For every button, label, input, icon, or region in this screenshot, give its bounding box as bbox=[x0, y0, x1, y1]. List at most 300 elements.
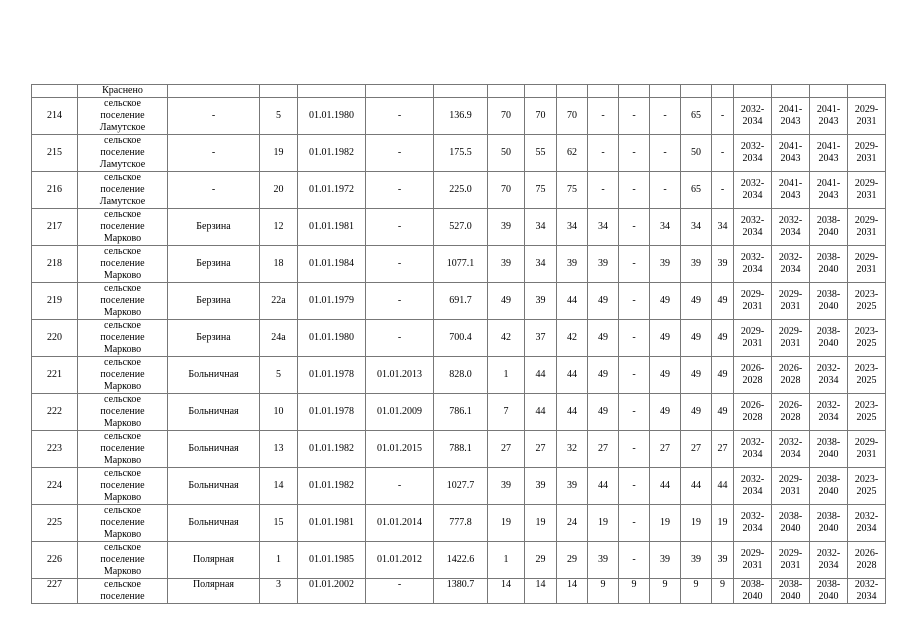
table-row-continued bbox=[32, 85, 886, 98]
cell-period-line: 2034 bbox=[742, 116, 763, 127]
cell-area: 527.0 bbox=[434, 209, 488, 246]
cell-settlement-line: сельское bbox=[104, 209, 141, 220]
cell-area: 1077.1 bbox=[434, 246, 488, 283]
cell-street: Больничная bbox=[168, 431, 260, 468]
cell-street: Полярная bbox=[168, 542, 260, 579]
cell-period-line: 2038- bbox=[816, 579, 841, 590]
cell-wear: - bbox=[588, 172, 619, 209]
cell-settlement-line: поселение bbox=[100, 332, 145, 343]
cell-settlement bbox=[78, 468, 168, 505]
cell-house: 24а bbox=[260, 320, 298, 357]
cell-wear: 49 bbox=[588, 283, 619, 320]
cell-wear: - bbox=[619, 542, 650, 579]
cell-wear: - bbox=[650, 98, 681, 135]
cell-wear: 27 bbox=[488, 431, 525, 468]
cell-period-line: 2032- bbox=[740, 252, 765, 263]
cell-period-line: 2029- bbox=[740, 548, 765, 559]
cell-date-built: 01.01.1982 bbox=[298, 468, 366, 505]
cell-period bbox=[734, 320, 772, 357]
cell-period bbox=[848, 320, 886, 357]
cell-wear: 29 bbox=[525, 542, 557, 579]
cell-date-built: 01.01.1982 bbox=[298, 135, 366, 172]
cell-period bbox=[734, 542, 772, 579]
cell-period-line: 2031 bbox=[780, 301, 801, 312]
cell-period-line: 2032- bbox=[816, 400, 841, 411]
cell-period-line: 2043 bbox=[780, 153, 801, 164]
cell-period-line: 2026- bbox=[854, 548, 879, 559]
cell-house bbox=[260, 85, 298, 98]
cell-period bbox=[810, 283, 848, 320]
cell-period-line: 2028 bbox=[856, 560, 877, 571]
cell-period-line: 2026- bbox=[740, 363, 765, 374]
cell-wear: - bbox=[712, 172, 734, 209]
cell-settlement-line: Ламутское bbox=[99, 159, 146, 170]
cell-period-line: 2029- bbox=[854, 437, 879, 448]
cell-settlement-line: поселение bbox=[100, 258, 145, 269]
cell-house: 14 bbox=[260, 468, 298, 505]
cell-wear: 19 bbox=[712, 505, 734, 542]
cell-area: 788.1 bbox=[434, 431, 488, 468]
cell-settlement-line: поселение bbox=[100, 554, 145, 565]
cell-wear: 39 bbox=[488, 209, 525, 246]
table-body bbox=[32, 85, 886, 604]
cell-wear: - bbox=[619, 431, 650, 468]
cell-number: 224 bbox=[32, 468, 78, 505]
cell-date-built bbox=[298, 85, 366, 98]
cell-period-line: 2043 bbox=[818, 153, 839, 164]
cell-wear: - bbox=[619, 209, 650, 246]
cell-street: - bbox=[168, 135, 260, 172]
cell-period-line: 2023- bbox=[854, 326, 879, 337]
cell-period-line: 2040 bbox=[818, 264, 839, 275]
cell-period-line: 2029- bbox=[778, 548, 803, 559]
cell-wear: - bbox=[619, 246, 650, 283]
cell-period bbox=[810, 394, 848, 431]
cell-wear: 49 bbox=[650, 394, 681, 431]
cell-wear bbox=[525, 85, 557, 98]
cell-wear: 24 bbox=[557, 505, 588, 542]
cell-date-repair: - bbox=[366, 172, 434, 209]
cell-wear: 29 bbox=[557, 542, 588, 579]
cell-wear: 39 bbox=[650, 542, 681, 579]
cell-house: 1 bbox=[260, 542, 298, 579]
cell-house: 3 bbox=[260, 579, 298, 604]
cell-period bbox=[848, 542, 886, 579]
cell-wear: 39 bbox=[588, 542, 619, 579]
cell-period bbox=[810, 135, 848, 172]
cell-date-built: 01.01.1978 bbox=[298, 357, 366, 394]
cell-period bbox=[810, 468, 848, 505]
cell-area: 691.7 bbox=[434, 283, 488, 320]
cell-settlement bbox=[78, 542, 168, 579]
cell-period-line: 2032- bbox=[740, 215, 765, 226]
cell-period-line: 2026- bbox=[778, 363, 803, 374]
cell-wear bbox=[619, 85, 650, 98]
cell-period-line: 2041- bbox=[778, 178, 803, 189]
cell-date-repair: 01.01.2012 bbox=[366, 542, 434, 579]
cell-period bbox=[848, 468, 886, 505]
cell-settlement bbox=[78, 135, 168, 172]
cell-street: Больничная bbox=[168, 394, 260, 431]
cell-period-line: 2034 bbox=[742, 264, 763, 275]
cell-wear: - bbox=[619, 468, 650, 505]
cell-date-built: 01.01.1978 bbox=[298, 394, 366, 431]
cell-period bbox=[734, 579, 772, 604]
cell-period-line: 2041- bbox=[816, 178, 841, 189]
cell-wear: 42 bbox=[557, 320, 588, 357]
cell-period-line: 2029- bbox=[854, 215, 879, 226]
cell-wear: 65 bbox=[681, 98, 712, 135]
cell-period-line: 2031 bbox=[742, 338, 763, 349]
cell-number: 216 bbox=[32, 172, 78, 209]
cell-period bbox=[772, 542, 810, 579]
cell-date-built: 01.01.1980 bbox=[298, 320, 366, 357]
table-row bbox=[32, 209, 886, 246]
cell-wear: 49 bbox=[712, 283, 734, 320]
cell-date-repair: 01.01.2013 bbox=[366, 357, 434, 394]
cell-house: 5 bbox=[260, 98, 298, 135]
cell-settlement bbox=[78, 209, 168, 246]
cell-settlement-line: Марково bbox=[103, 307, 142, 318]
cell-wear: 49 bbox=[712, 357, 734, 394]
cell-settlement-line: Марково bbox=[103, 529, 142, 540]
cell-period-line: 2029- bbox=[854, 252, 879, 263]
cell-period bbox=[848, 135, 886, 172]
cell-settlement bbox=[78, 579, 168, 604]
cell-period-line: 2038- bbox=[816, 437, 841, 448]
cell-period bbox=[734, 209, 772, 246]
cell-period-line: 2043 bbox=[780, 190, 801, 201]
cell-period-line: 2043 bbox=[818, 190, 839, 201]
cell-date-repair: - bbox=[366, 579, 434, 604]
cell-wear: 50 bbox=[681, 135, 712, 172]
cell-wear: 49 bbox=[650, 357, 681, 394]
cell-period-line: 2032- bbox=[778, 252, 803, 263]
cell-settlement-line: Марково bbox=[103, 344, 142, 355]
cell-number: 227 bbox=[32, 579, 78, 604]
table-row bbox=[32, 505, 886, 542]
cell-period-line: 2025 bbox=[856, 375, 877, 386]
cell-number: 225 bbox=[32, 505, 78, 542]
cell-period-line: 2028 bbox=[742, 375, 763, 386]
cell-wear: 34 bbox=[588, 209, 619, 246]
cell-period bbox=[772, 431, 810, 468]
cell-area: 1422.6 bbox=[434, 542, 488, 579]
cell-street: - bbox=[168, 172, 260, 209]
cell-period-line: 2043 bbox=[780, 116, 801, 127]
cell-settlement bbox=[78, 172, 168, 209]
cell-period bbox=[848, 85, 886, 98]
cell-settlement-line: сельское bbox=[104, 505, 141, 516]
cell-street: Берзина bbox=[168, 320, 260, 357]
cell-settlement-line: поселение bbox=[100, 517, 145, 528]
cell-wear: 39 bbox=[588, 246, 619, 283]
cell-period-line: 2034 bbox=[856, 523, 877, 534]
cell-period-line: 2034 bbox=[742, 227, 763, 238]
cell-period-line: 2028 bbox=[742, 412, 763, 423]
cell-period-line: 2034 bbox=[742, 449, 763, 460]
cell-period bbox=[772, 135, 810, 172]
cell-settlement-line: Ламутское bbox=[99, 122, 146, 133]
cell-wear: 39 bbox=[681, 246, 712, 283]
cell-period bbox=[848, 283, 886, 320]
cell-wear: 39 bbox=[557, 468, 588, 505]
table-row bbox=[32, 135, 886, 172]
cell-house: 18 bbox=[260, 246, 298, 283]
cell-period-line: 2040 bbox=[818, 591, 839, 602]
cell-wear: 19 bbox=[588, 505, 619, 542]
cell-street: Берзина bbox=[168, 209, 260, 246]
cell-wear: - bbox=[588, 135, 619, 172]
cell-period-line: 2029- bbox=[778, 326, 803, 337]
cell-number: 222 bbox=[32, 394, 78, 431]
cell-wear: 49 bbox=[712, 394, 734, 431]
cell-settlement-line: поселение bbox=[100, 443, 145, 454]
cell-period bbox=[734, 85, 772, 98]
cell-wear: 14 bbox=[525, 579, 557, 604]
cell-wear: 50 bbox=[488, 135, 525, 172]
cell-wear: - bbox=[650, 135, 681, 172]
cell-number: 220 bbox=[32, 320, 78, 357]
cell-period-line: 2029- bbox=[740, 326, 765, 337]
cell-wear: 49 bbox=[588, 394, 619, 431]
cell-period-line: 2041- bbox=[816, 141, 841, 152]
cell-period-line: 2034 bbox=[780, 449, 801, 460]
cell-wear: 27 bbox=[650, 431, 681, 468]
cell-period bbox=[772, 246, 810, 283]
cell-settlement-line: Марково bbox=[103, 566, 142, 577]
cell-street: - bbox=[168, 98, 260, 135]
cell-wear bbox=[681, 85, 712, 98]
cell-wear: 27 bbox=[712, 431, 734, 468]
table-row bbox=[32, 98, 886, 135]
cell-period-line: 2034 bbox=[818, 375, 839, 386]
cell-period bbox=[772, 394, 810, 431]
cell-period bbox=[734, 357, 772, 394]
cell-wear: 65 bbox=[681, 172, 712, 209]
cell-wear: 49 bbox=[712, 320, 734, 357]
table-row bbox=[32, 431, 886, 468]
cell-period-line: 2034 bbox=[818, 412, 839, 423]
cell-period bbox=[772, 357, 810, 394]
cell-period bbox=[848, 505, 886, 542]
cell-wear: 44 bbox=[681, 468, 712, 505]
cell-wear: 49 bbox=[650, 320, 681, 357]
cell-wear: 44 bbox=[588, 468, 619, 505]
cell-period bbox=[848, 394, 886, 431]
cell-settlement bbox=[78, 320, 168, 357]
cell-number: 219 bbox=[32, 283, 78, 320]
cell-period-line: 2023- bbox=[854, 363, 879, 374]
cell-date-repair: 01.01.2014 bbox=[366, 505, 434, 542]
cell-settlement-line: сельское bbox=[104, 320, 141, 331]
table-row bbox=[32, 468, 886, 505]
cell-date-repair: - bbox=[366, 246, 434, 283]
cell-period-line: 2032- bbox=[778, 437, 803, 448]
cell-period-line: 2031 bbox=[742, 301, 763, 312]
cell-period-line: 2031 bbox=[856, 264, 877, 275]
cell-period-line: 2025 bbox=[856, 338, 877, 349]
cell-wear: 70 bbox=[557, 98, 588, 135]
cell-date-built: 01.01.1980 bbox=[298, 98, 366, 135]
cell-settlement: Краснено bbox=[78, 85, 168, 98]
cell-period-line: 2031 bbox=[742, 560, 763, 571]
cell-date-built: 01.01.1981 bbox=[298, 505, 366, 542]
cell-period-line: 2040 bbox=[818, 227, 839, 238]
cell-period bbox=[734, 505, 772, 542]
cell-number: 217 bbox=[32, 209, 78, 246]
cell-period-line: 2041- bbox=[778, 104, 803, 115]
cell-wear: 9 bbox=[712, 579, 734, 604]
cell-date-repair: - bbox=[366, 98, 434, 135]
cell-number: 215 bbox=[32, 135, 78, 172]
cell-period bbox=[810, 505, 848, 542]
cell-period-line: 2023- bbox=[854, 289, 879, 300]
cell-period bbox=[734, 431, 772, 468]
cell-area: 175.5 bbox=[434, 135, 488, 172]
cell-wear: 19 bbox=[488, 505, 525, 542]
cell-settlement-line: поселение bbox=[100, 147, 145, 158]
cell-wear: 14 bbox=[488, 579, 525, 604]
cell-period bbox=[734, 98, 772, 135]
cell-period-line: 2032- bbox=[778, 215, 803, 226]
cell-period bbox=[810, 246, 848, 283]
table-row bbox=[32, 320, 886, 357]
cell-number bbox=[32, 85, 78, 98]
cell-settlement bbox=[78, 357, 168, 394]
cell-settlement-line: сельское bbox=[104, 357, 141, 368]
cell-period-line: 2040 bbox=[818, 486, 839, 497]
cell-period-line: 2025 bbox=[856, 486, 877, 497]
cell-wear: 39 bbox=[488, 468, 525, 505]
cell-settlement bbox=[78, 505, 168, 542]
cell-number: 226 bbox=[32, 542, 78, 579]
cell-wear: 39 bbox=[557, 246, 588, 283]
cell-date-repair bbox=[366, 85, 434, 98]
cell-period-line: 2041- bbox=[778, 141, 803, 152]
cell-house: 10 bbox=[260, 394, 298, 431]
cell-settlement-line: сельское bbox=[104, 579, 141, 590]
cell-date-built: 01.01.1985 bbox=[298, 542, 366, 579]
cell-date-built: 01.01.2002 bbox=[298, 579, 366, 604]
cell-wear: 44 bbox=[525, 357, 557, 394]
cell-house: 19 bbox=[260, 135, 298, 172]
cell-period bbox=[848, 431, 886, 468]
cell-wear: 39 bbox=[712, 542, 734, 579]
cell-period-line: 2032- bbox=[854, 579, 879, 590]
cell-area: 136.9 bbox=[434, 98, 488, 135]
cell-period-line: 2034 bbox=[780, 264, 801, 275]
cell-settlement-line: Марково bbox=[103, 455, 142, 466]
cell-settlement bbox=[78, 98, 168, 135]
cell-date-repair: - bbox=[366, 209, 434, 246]
cell-area: 777.8 bbox=[434, 505, 488, 542]
cell-period bbox=[772, 98, 810, 135]
cell-street: Полярная bbox=[168, 579, 260, 604]
cell-period bbox=[734, 246, 772, 283]
cell-settlement-line: сельское bbox=[104, 246, 141, 257]
cell-period-line: 2032- bbox=[816, 363, 841, 374]
cell-wear: 9 bbox=[588, 579, 619, 604]
cell-period-line: 2026- bbox=[740, 400, 765, 411]
cell-period-line: 2040 bbox=[742, 591, 763, 602]
cell-wear: 49 bbox=[650, 283, 681, 320]
cell-period bbox=[810, 579, 848, 604]
cell-period-line: 2032- bbox=[740, 437, 765, 448]
cell-number: 221 bbox=[32, 357, 78, 394]
cell-street: Берзина bbox=[168, 246, 260, 283]
table-row bbox=[32, 246, 886, 283]
cell-period-line: 2029- bbox=[778, 289, 803, 300]
cell-settlement bbox=[78, 431, 168, 468]
cell-number: 223 bbox=[32, 431, 78, 468]
cell-date-built: 01.01.1972 bbox=[298, 172, 366, 209]
cell-wear: 34 bbox=[650, 209, 681, 246]
cell-wear: 34 bbox=[525, 246, 557, 283]
cell-period-line: 2023- bbox=[854, 400, 879, 411]
cell-wear: 9 bbox=[650, 579, 681, 604]
cell-wear bbox=[712, 85, 734, 98]
cell-wear: 27 bbox=[681, 431, 712, 468]
cell-period-line: 2032- bbox=[740, 474, 765, 485]
cell-period bbox=[848, 246, 886, 283]
cell-period-line: 2038- bbox=[816, 474, 841, 485]
cell-street: Берзина bbox=[168, 283, 260, 320]
cell-settlement-line: Ламутское bbox=[99, 196, 146, 207]
cell-settlement-line: сельское bbox=[104, 135, 141, 146]
cell-wear bbox=[557, 85, 588, 98]
cell-period-line: 2031 bbox=[856, 190, 877, 201]
cell-wear: 34 bbox=[525, 209, 557, 246]
cell-period-line: 2031 bbox=[780, 338, 801, 349]
cell-date-built: 01.01.1984 bbox=[298, 246, 366, 283]
table-row bbox=[32, 394, 886, 431]
cell-period bbox=[810, 85, 848, 98]
cell-area: 786.1 bbox=[434, 394, 488, 431]
cell-street: Больничная bbox=[168, 357, 260, 394]
cell-area bbox=[434, 85, 488, 98]
cell-wear: 44 bbox=[525, 394, 557, 431]
cell-period-line: 2040 bbox=[780, 523, 801, 534]
cell-period-line: 2040 bbox=[780, 591, 801, 602]
cell-period-line: 2023- bbox=[854, 474, 879, 485]
cell-period-line: 2034 bbox=[818, 560, 839, 571]
cell-period bbox=[772, 320, 810, 357]
cell-house: 12 bbox=[260, 209, 298, 246]
cell-settlement-line: поселение bbox=[100, 184, 145, 195]
cell-wear: 44 bbox=[557, 283, 588, 320]
cell-period-line: 2038- bbox=[740, 579, 765, 590]
cell-wear: 19 bbox=[650, 505, 681, 542]
cell-wear: - bbox=[619, 320, 650, 357]
cell-wear: 39 bbox=[712, 246, 734, 283]
cell-period bbox=[810, 209, 848, 246]
cell-wear: 44 bbox=[712, 468, 734, 505]
cell-date-built: 01.01.1981 bbox=[298, 209, 366, 246]
cell-period-line: 2034 bbox=[742, 153, 763, 164]
cell-period-line: 2040 bbox=[818, 301, 839, 312]
cell-period bbox=[810, 542, 848, 579]
cell-settlement-line: Марково bbox=[103, 381, 142, 392]
cell-period bbox=[848, 209, 886, 246]
cell-wear: 49 bbox=[488, 283, 525, 320]
cell-period-line: 2025 bbox=[856, 412, 877, 423]
cell-wear bbox=[650, 85, 681, 98]
cell-period bbox=[848, 98, 886, 135]
cell-period-line: 2029- bbox=[778, 474, 803, 485]
cell-period-line: 2040 bbox=[818, 338, 839, 349]
cell-wear: - bbox=[619, 98, 650, 135]
